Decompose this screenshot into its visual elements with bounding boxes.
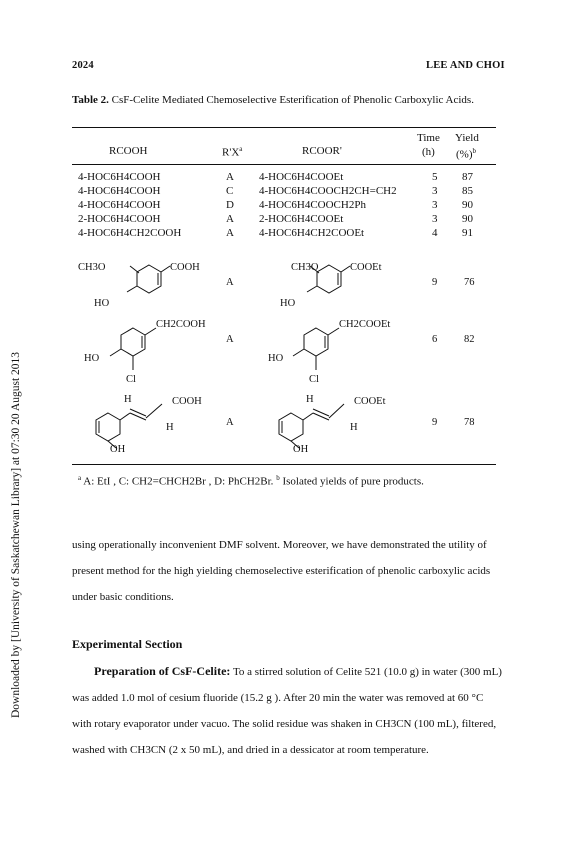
time-cell: 9	[432, 277, 438, 288]
structure-row-3	[72, 388, 496, 460]
yield-cell: 82	[464, 334, 475, 345]
rx-cell: C	[226, 185, 234, 197]
footnote-b-mark: b	[276, 474, 280, 482]
rcooh-cell: 2-HOC6H4COOH	[78, 213, 161, 225]
time-cell: 4	[432, 227, 438, 239]
preparation-paragraph	[72, 658, 504, 763]
preparation-title: Preparation of CsF-Celite:	[94, 664, 231, 678]
substituent-label: COOH	[170, 262, 200, 273]
structure-row-1	[72, 258, 496, 314]
time-cell: 5	[432, 171, 438, 183]
substituent-label: Cl	[126, 374, 136, 385]
table-caption	[72, 94, 492, 106]
time-cell: 3	[432, 213, 438, 225]
header-rcooh: RCOOH	[109, 145, 148, 157]
substituent-label: HO	[280, 298, 296, 309]
substituent-label: H	[350, 422, 358, 433]
substituent-label: COOEt	[354, 396, 386, 407]
page-number: 2024	[72, 60, 94, 71]
time-cell: 6	[432, 334, 438, 345]
time-cell: 9	[432, 417, 438, 428]
rcoor-cell: 4-HOC6H4CH2COOEt	[259, 227, 365, 239]
table-bottom-rule	[72, 464, 496, 465]
yield-cell: 78	[464, 417, 475, 428]
table-top-rule	[72, 127, 496, 128]
header-yield: Yield	[455, 132, 479, 144]
rcoor-cell: 4-HOC6H4COOCH2Ph	[259, 199, 366, 211]
substituent-label: Cl	[309, 374, 319, 385]
header-time: Time	[417, 132, 440, 144]
rx-cell: A	[226, 171, 234, 183]
substituent-label: HO	[84, 353, 100, 364]
table-header-rule	[72, 164, 496, 165]
footnote-a: A: EtI , C: CH2=CHCH2Br , D: PhCH2Br.	[83, 475, 274, 488]
rx-cell: A	[226, 227, 234, 239]
substituent-label: CH3O	[78, 262, 106, 273]
substituent-label: HO	[94, 298, 110, 309]
rcooh-cell: 4-HOC6H4COOH	[78, 171, 161, 183]
substituent-label: COOH	[172, 396, 202, 407]
time-cell: 3	[432, 199, 438, 211]
yield-cell: 76	[464, 277, 475, 288]
yield-cell: 87	[462, 171, 473, 183]
yield-cell: 91	[462, 227, 473, 239]
rcoor-cell: 2-HOC6H4COOEt	[259, 213, 344, 225]
substituent-label: OH	[110, 444, 126, 455]
footnote-a-mark: a	[78, 474, 82, 482]
header-rx: $R'X^a$	[222, 145, 243, 159]
substituent-label: OH	[293, 444, 309, 455]
rx-cell: A	[226, 417, 234, 428]
rx-cell: A	[226, 213, 234, 225]
header-rcoor: RCOOR'	[302, 145, 342, 157]
table-footnote	[78, 474, 424, 488]
structure-row-2	[72, 316, 496, 386]
rx-cell: A	[226, 334, 234, 345]
yield-cell: 90	[462, 199, 473, 211]
rcooh-cell: 4-HOC6H4CH2COOH	[78, 227, 182, 239]
substituent-label: COOEt	[350, 262, 382, 273]
yield-cell: 85	[462, 185, 473, 197]
table-label: Table 2.	[72, 94, 109, 106]
rcooh-cell: 4-HOC6H4COOH	[78, 199, 161, 211]
substituent-label: H	[166, 422, 174, 433]
rx-cell: A	[226, 277, 234, 288]
substituent-label: CH2COOH	[156, 319, 206, 330]
body-paragraph: using operationally inconvenient DMF solvent. Moreover, we have demonstrated the utility of present method for the high yielding chemoselective esterification of phenolic carboxylic acids under basic conditions.	[72, 539, 491, 603]
section-heading: Experimental Section	[72, 637, 183, 651]
rx-cell: D	[226, 199, 234, 211]
table-caption-text: CsF-Celite Mediated Chemoselective Esterification of Phenolic Carboxylic Acids.	[111, 94, 474, 106]
substituent-label: CH2COOEt	[339, 319, 391, 330]
time-cell: 3	[432, 185, 438, 197]
running-title: LEE AND CHOI	[426, 60, 505, 71]
header-time-unit: (h)	[422, 146, 435, 158]
substituent-label: H	[306, 394, 314, 405]
header-yield-unit: (%)$^b$	[456, 147, 476, 161]
preparation-text: To a stirred solution of Celite 521 (10.0 g) in water (300 mL) was added 1.0 mol of cesium fluoride (15.2 g ). After 20 min the water was removed at 60 °C with rotary evaporator under vacuo. The solid residue was shaken in CH3CN (100 mL), filtered, washed with CH3CN (2 x 50 mL), and dried in a dessicator at room temperature.	[72, 666, 502, 756]
download-watermark: Downloaded by [University of Saskatchewan Library] at 07:30 20 August 2013	[10, 351, 22, 718]
rcooh-cell: 4-HOC6H4COOH	[78, 185, 161, 197]
yield-cell: 90	[462, 213, 473, 225]
substituent-label: HO	[268, 353, 284, 364]
substituent-label: H	[124, 394, 132, 405]
footnote-b: Isolated yields of pure products.	[282, 475, 424, 488]
substituent-label: CH3O	[291, 262, 319, 273]
rcoor-cell: 4-HOC6H4COOEt	[259, 171, 344, 183]
rcoor-cell: 4-HOC6H4COOCH2CH=CH2	[259, 185, 397, 197]
